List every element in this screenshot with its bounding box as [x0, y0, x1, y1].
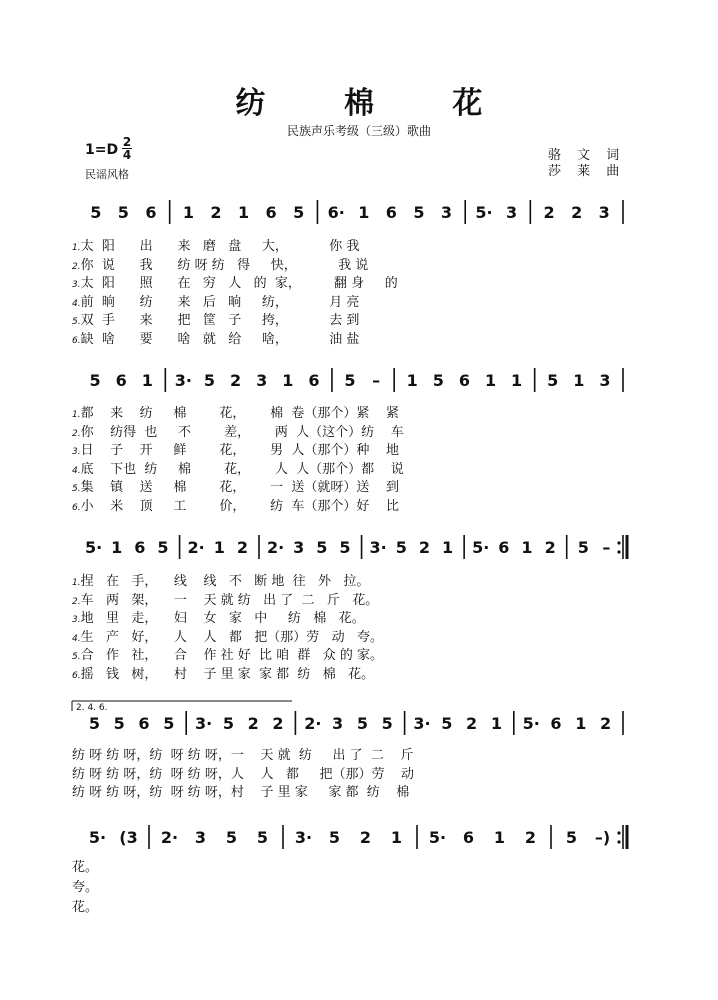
note: 2 — [247, 714, 259, 733]
note: 6 — [498, 538, 510, 557]
verse-number: 4. — [72, 465, 81, 476]
note: 1 — [511, 371, 523, 390]
note: 5 — [565, 828, 578, 847]
repeat-dot — [617, 541, 620, 544]
note: 5 — [256, 828, 269, 847]
verse-number: 1. — [72, 578, 81, 588]
repeat-dot — [617, 831, 620, 834]
note: 2 — [543, 203, 555, 222]
note: 5 — [293, 203, 305, 222]
note: 3· — [369, 538, 387, 557]
verse-number: 3. — [72, 615, 81, 625]
verse-number: 5. — [72, 652, 81, 662]
note: 6· — [327, 203, 345, 222]
note: 5 — [339, 538, 351, 557]
note: 2 — [600, 714, 612, 733]
note: 3 — [440, 203, 453, 222]
note: 5· — [428, 828, 447, 847]
lyric-text: 太 阳 照 在 穷 人 的 家， 翻 身 的 — [80, 276, 398, 291]
note: 1 — [573, 371, 585, 390]
note: 5 — [356, 714, 368, 733]
lyric-line — [72, 607, 365, 626]
note: 5· — [522, 714, 540, 733]
verse-number: 6. — [72, 670, 81, 681]
note: 5 — [117, 203, 129, 222]
note: 5· — [475, 203, 493, 222]
note: 1 — [442, 538, 454, 557]
note: 5 — [344, 371, 356, 390]
time-top: 2 — [122, 135, 132, 149]
note: 2 — [571, 203, 583, 222]
note: 1 — [390, 828, 403, 847]
note: 6 — [138, 714, 150, 733]
note: 5 — [157, 538, 169, 557]
lyric-text: 日 子 开 鲜 花， 男 人（那个）种 地 — [80, 443, 399, 458]
note: 2 — [359, 828, 372, 847]
note: 3· — [174, 371, 192, 390]
note: 1 — [182, 203, 195, 222]
note: 1 — [213, 538, 225, 557]
ending-lyric: 花。 — [72, 900, 99, 915]
note: 6 — [265, 203, 277, 222]
note: 5 — [225, 828, 238, 847]
verse-number: 5. — [72, 317, 81, 327]
verse-number: 3. — [72, 280, 81, 290]
note: 3· — [294, 828, 313, 847]
note: 5· — [84, 538, 103, 557]
note: 5 — [328, 828, 341, 847]
note: 6 — [385, 203, 397, 222]
lyric-text: 前 晌 纺 来 后 晌 纺， 月 亮 — [80, 294, 360, 310]
verse-number: 6. — [72, 502, 81, 513]
note: 1 — [141, 371, 153, 390]
note: 5 — [432, 371, 444, 390]
note: 6 — [115, 371, 127, 390]
lyric-line — [72, 744, 413, 763]
lyric-text: 底 下也 纺 棉 花， 人 人（那个）都 说 — [80, 461, 404, 477]
note: 5· — [472, 538, 490, 557]
lyric-line — [72, 626, 383, 645]
verse-number: 6. — [72, 335, 81, 346]
note: 3 — [505, 203, 518, 222]
lyric-text: 纺 呀 纺 呀，纺 呀 纺 呀，村 子 里 家 家 都 纺 棉 — [72, 785, 410, 800]
lyric-line — [72, 291, 359, 310]
verse-number: 1. — [72, 410, 81, 420]
note: 1 — [575, 714, 587, 733]
lyric-text: 摇 钱 树， 村 子 里 家 家 都 纺 棉 花。 — [80, 666, 375, 682]
note: 6 — [308, 371, 320, 390]
note: 5 — [222, 714, 234, 733]
lyric-line — [72, 763, 414, 782]
lyric-line — [72, 781, 409, 800]
verse-number: 3. — [72, 447, 81, 457]
ending-lyric: 夸。 — [72, 880, 99, 895]
composer: 莎 莱 曲 — [548, 164, 626, 179]
note: 2· — [187, 538, 205, 557]
note: 3 — [332, 714, 344, 733]
note: 6 — [458, 371, 470, 390]
note: 1 — [493, 828, 506, 847]
note: 5 — [395, 538, 407, 557]
note: 2 — [236, 538, 248, 557]
note: 1 — [237, 203, 250, 222]
lyric-text: 都 来 纺 棉 花， 棉 卷（那个）紧 紧 — [80, 406, 399, 421]
lyric-text: 纺 呀 纺 呀，纺 呀 纺 呀，人 人 都 把（那）劳 动 — [72, 766, 415, 782]
lyric-text: 生 产 好， 人 人 都 把（那）劳 动 夸。 — [80, 629, 384, 645]
note: 1 — [282, 371, 294, 390]
lyric-text: 太 阳 出 来 磨 盘 大， 你 我 — [80, 239, 360, 254]
note: 5 — [163, 714, 175, 733]
note: 5 — [113, 714, 125, 733]
lyric-line — [72, 663, 374, 682]
lyric-text: 地 里 走， 妇 女 家 中 纺 棉 花。 — [80, 611, 365, 626]
note: 3· — [413, 714, 431, 733]
lyric-text: 双 手 来 把 筐 子 挎， 去 到 — [80, 313, 360, 328]
note: 5 — [577, 538, 589, 557]
note: 2 — [272, 714, 284, 733]
lyric-text: 小 米 顶 工 价， 纺 车（那个）好 比 — [80, 498, 399, 514]
note: – — [602, 538, 611, 557]
note: 5 — [413, 203, 425, 222]
lyric-line — [72, 458, 404, 477]
note: 2· — [266, 538, 285, 557]
lyric-line — [72, 570, 369, 589]
note: 2 — [544, 538, 556, 557]
note: 6 — [462, 828, 475, 847]
note: 1 — [358, 203, 370, 222]
lyric-text: 捏 在 手， 线 线 不 断 地 往 外 拉。 — [80, 574, 370, 589]
note: 3 — [599, 371, 611, 390]
lyric-line — [72, 235, 359, 254]
verse-number: 4. — [72, 633, 81, 644]
note: 5 — [203, 371, 216, 390]
verse-number: 4. — [72, 298, 81, 309]
key-signature: 1=D — [85, 142, 119, 158]
note: 5· — [88, 828, 107, 847]
note: 5 — [316, 538, 328, 557]
lyric-line — [72, 328, 359, 347]
note: 1 — [484, 371, 497, 390]
note: 5 — [441, 714, 453, 733]
lyric-text: 纺 呀 纺 呀，纺 呀 纺 呀，一 天 就 纺 出 了 二 斤 — [72, 748, 414, 763]
note: 1 — [111, 538, 123, 557]
note: 2· — [304, 714, 322, 733]
note: –) — [594, 828, 611, 847]
note: 2· — [160, 828, 179, 847]
song-title: 纺 棉 花 — [235, 86, 517, 121]
subtitle: 民族声乐考级（三级）歌曲 — [286, 124, 431, 138]
note: 2 — [210, 203, 222, 222]
note: 2 — [418, 538, 430, 557]
ending-lyric: 花。 — [72, 860, 99, 875]
lyric-line — [72, 439, 399, 458]
lyric-line — [72, 589, 378, 608]
note: 3 — [194, 828, 207, 847]
note: 5 — [381, 714, 393, 733]
note: 2 — [230, 371, 242, 390]
lyric-text: 集 镇 送 棉 花， 一 送（就呀）送 到 — [80, 480, 399, 495]
style-marking: 民谣风格 — [85, 168, 129, 181]
note: 2 — [524, 828, 537, 847]
lyricist: 骆 文 词 — [548, 148, 626, 163]
note: 6 — [550, 714, 562, 733]
verse-number: 2. — [72, 596, 81, 607]
lyric-line — [72, 421, 404, 440]
note: 2 — [466, 714, 478, 733]
volta-label: 2. 4. 6. — [76, 703, 108, 713]
note: 3 — [598, 203, 610, 222]
lyric-text: 你 说 我 纺 呀 纺 得 快， 我 说 — [80, 257, 369, 273]
note: 6 — [145, 203, 157, 222]
lyric-line — [72, 272, 398, 291]
note: 3 — [293, 538, 305, 557]
note: 3· — [194, 714, 213, 733]
lyric-line — [72, 644, 383, 663]
lyric-line — [72, 476, 399, 495]
lyric-text: 缺 啥 要 啥 就 给 啥， 油 盐 — [80, 331, 360, 347]
note: 1 — [521, 538, 533, 557]
repeat-dot — [617, 840, 620, 843]
note: 6 — [134, 538, 146, 557]
note: 1 — [406, 371, 418, 390]
note: 5 — [547, 371, 559, 390]
note: 5 — [90, 203, 102, 222]
note: 5 — [88, 714, 100, 733]
lyric-text: 车 两 架， 一 天 就 纺 出 了 二 斤 花。 — [80, 592, 379, 608]
lyric-text: 合 作 社， 合 作 社 好 比 咱 群 众 的 家。 — [80, 648, 384, 663]
time-bottom: 4 — [122, 148, 132, 162]
note: (3 — [119, 828, 138, 847]
note: 5 — [89, 371, 101, 390]
verse-number: 5. — [72, 484, 81, 494]
note: – — [372, 371, 381, 390]
note: 1 — [490, 714, 502, 733]
lyric-line — [72, 309, 359, 328]
lyric-line — [72, 402, 399, 421]
lyric-line — [72, 495, 399, 514]
verse-number: 1. — [72, 243, 81, 253]
lyric-line — [72, 254, 368, 273]
note: 3 — [256, 371, 268, 390]
lyric-text: 你 纺得 也 不 差， 两 人（这个）纺 车 — [80, 424, 404, 440]
verse-number: 2. — [72, 261, 81, 272]
repeat-dot — [617, 550, 620, 553]
verse-number: 2. — [72, 428, 81, 439]
